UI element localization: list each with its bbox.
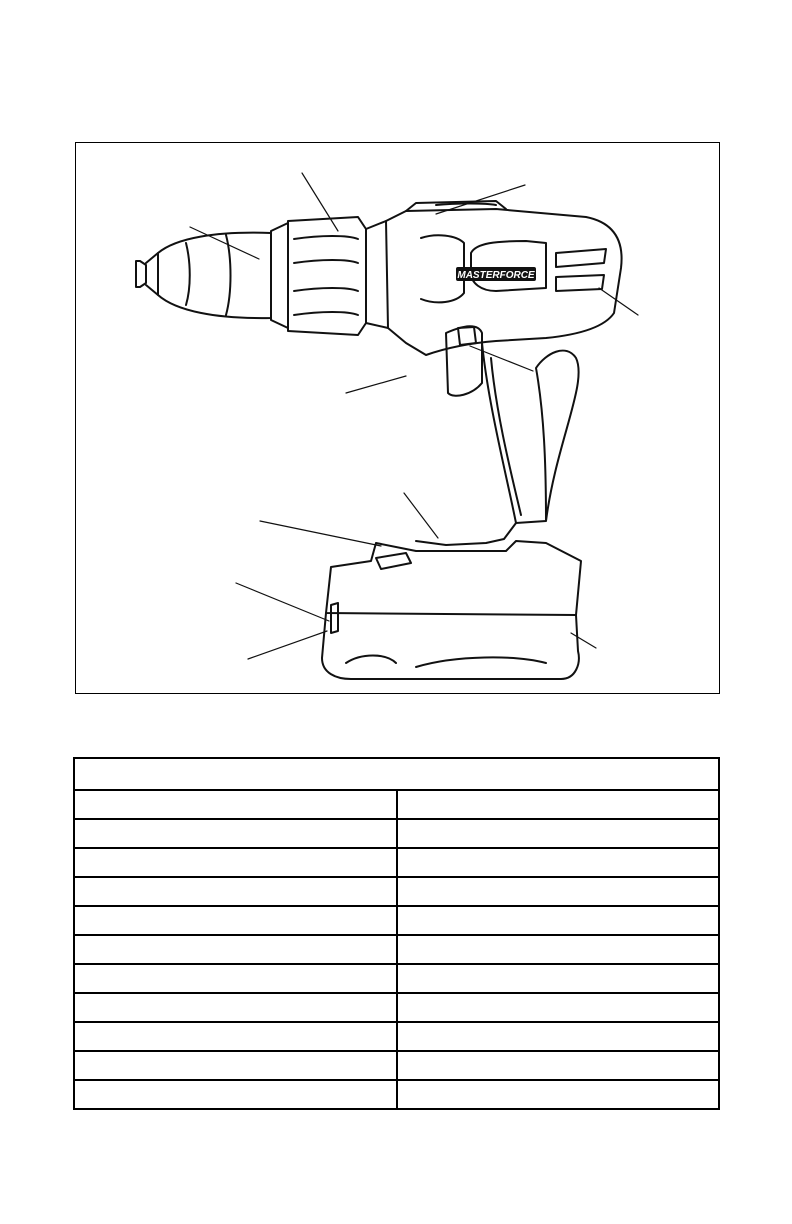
- spec-label-cell: [74, 1080, 397, 1109]
- spec-value-cell: [397, 790, 720, 819]
- spec-value-cell: [397, 1080, 720, 1109]
- spec-label-cell: [74, 877, 397, 906]
- trigger: [446, 326, 482, 396]
- spec-label-cell: [74, 964, 397, 993]
- spec-value-cell: [397, 964, 720, 993]
- table-row: [74, 790, 719, 819]
- chuck: [136, 233, 271, 318]
- spec-label-cell: [74, 819, 397, 848]
- battery-pack: [322, 541, 581, 679]
- spec-value-cell: [397, 1022, 720, 1051]
- torque-collar: [271, 217, 388, 335]
- table-row: [74, 848, 719, 877]
- table-row: [74, 935, 719, 964]
- specifications-table: [73, 757, 720, 1110]
- table-row: [74, 993, 719, 1022]
- spec-value-cell: [397, 906, 720, 935]
- drill-figure: [75, 142, 720, 694]
- spec-label-cell: [74, 935, 397, 964]
- table-row: [74, 1051, 719, 1080]
- table-row: [74, 819, 719, 848]
- spec-label-cell: [74, 1022, 397, 1051]
- spec-value-cell: [397, 993, 720, 1022]
- cordless-drill-illustration: [76, 143, 721, 695]
- table-title-row: [74, 758, 719, 790]
- brand-logo: [456, 267, 536, 281]
- table-title: [74, 758, 719, 790]
- spec-label-cell: [74, 993, 397, 1022]
- table-row: [74, 964, 719, 993]
- spec-value-cell: [397, 848, 720, 877]
- spec-value-cell: [397, 877, 720, 906]
- spec-value-cell: [397, 819, 720, 848]
- spec-label-cell: [74, 1051, 397, 1080]
- spec-value-cell: [397, 935, 720, 964]
- svg-text:MASTERFORCE: MASTERFORCE: [457, 270, 535, 281]
- spec-label-cell: [74, 790, 397, 819]
- table-row: [74, 906, 719, 935]
- spec-value-cell: [397, 1051, 720, 1080]
- table-row: [74, 1022, 719, 1051]
- spec-label-cell: [74, 848, 397, 877]
- handle: [416, 343, 579, 545]
- table-row: [74, 877, 719, 906]
- table-row: [74, 1080, 719, 1109]
- spec-label-cell: [74, 906, 397, 935]
